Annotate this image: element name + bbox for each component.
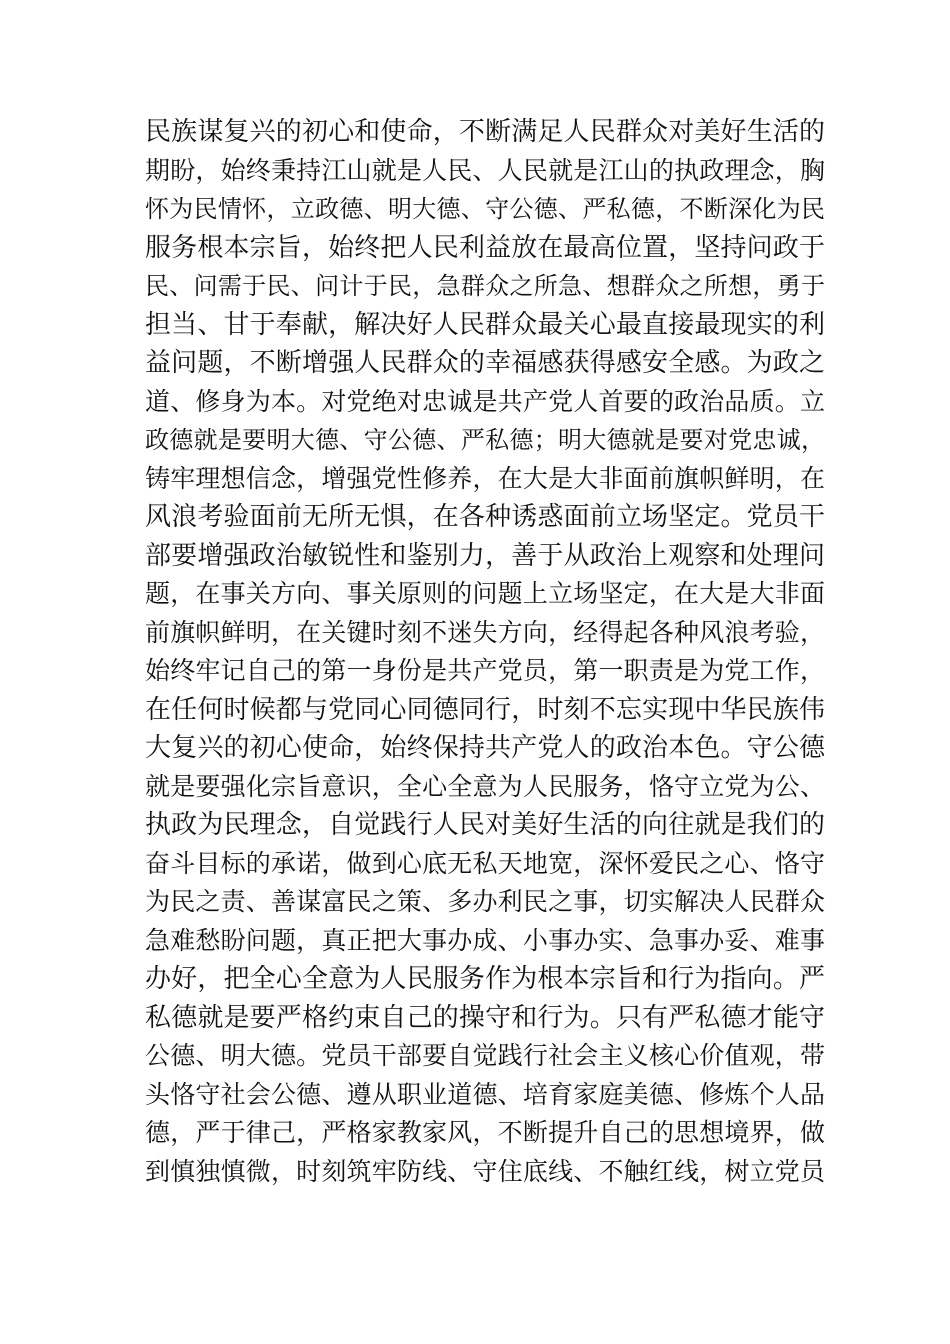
- text-line: 服务根本宗旨，始终把人民利益放在最高位置，坚持问政于: [145, 232, 825, 263]
- text-line: 在任何时候都与党同心同德同行，时刻不忘实现中华民族伟: [145, 694, 825, 725]
- text-line: 道、修身为本。对党绝对忠诚是共产党人首要的政治品质。立: [145, 386, 825, 416]
- text-line: 民、问需于民、问计于民，急群众之所急、想群众之所想，勇于: [145, 272, 825, 300]
- text-line: 铸牢理想信念，增强党性修养，在大是大非面前旗帜鲜明，在: [145, 463, 825, 493]
- text-line: 前旗帜鲜明，在关键时刻不迷失方向，经得起各种风浪考验，: [145, 617, 825, 647]
- text-line: 始终牢记自己的第一身份是共产党员，第一职责是为党工作，: [145, 656, 825, 685]
- text-line: 头恪守社会公德、遵从职业道德、培育家庭美德、修炼个人品: [145, 1079, 825, 1109]
- text-line: 风浪考验面前无所无惧，在各种诱惑面前立场坚定。党员干: [145, 502, 825, 532]
- text-line: 私德就是要严格约束自己的操守和行为。只有严私德才能守: [145, 1002, 825, 1033]
- text-line: 大复兴的初心使命，始终保持共产党人的政治本色。守公德: [145, 733, 825, 763]
- text-line: 期盼，始终秉持江山就是人民、人民就是江山的执政理念，胸: [145, 155, 825, 185]
- text-line: 担当、甘于奉献，解决好人民群众最关心最直接最现实的利: [145, 309, 825, 340]
- text-line: 办好，把全心全意为人民服务作为根本宗旨和行为指向。严: [145, 964, 825, 994]
- text-line: 急难愁盼问题，真正把大事办成、小事办实、急事办妥、难事: [145, 925, 825, 955]
- text-line: 政德就是要明大德、守公德、严私德；明大德就是要对党忠诚，: [145, 426, 825, 454]
- text-line: 公德、明大德。党员干部要自觉践行社会主义核心价值观，带: [145, 1041, 825, 1070]
- text-line: 奋斗目标的承诺，做到心底无私天地宽，深怀爱民之心、恪守: [145, 848, 825, 878]
- text-line: 就是要强化宗旨意识，全心全意为人民服务，恪守立党为公、: [145, 771, 825, 801]
- text-line: 德，严于律己，严格家教家风，不断提升自己的思想境界，做: [145, 1118, 825, 1147]
- text-line: 怀为民情怀，立政德、明大德、守公德、严私德，不断深化为民: [145, 195, 825, 223]
- text-line: 题，在事关方向、事关原则的问题上立场坚定，在大是大非面: [145, 579, 825, 608]
- text-line: 到慎独慎微，时刻筑牢防线、守住底线、不触红线，树立党员: [145, 1156, 825, 1186]
- text-line: 益问题，不断增强人民群众的幸福感获得感安全感。为政之: [145, 348, 825, 378]
- text-line: 民族谋复兴的初心和使命，不断满足人民群众对美好生活的: [145, 117, 825, 147]
- text-line: 为民之责、善谋富民之策、多办利民之事，切实解决人民群众: [145, 887, 825, 916]
- text-line: 执政为民理念，自觉践行人民对美好生活的向往就是我们的: [145, 810, 825, 840]
- text-line: 部要增强政治敏锐性和鉴别力，善于从政治上观察和处理问: [145, 540, 825, 571]
- body-paragraph: [145, 113, 825, 1191]
